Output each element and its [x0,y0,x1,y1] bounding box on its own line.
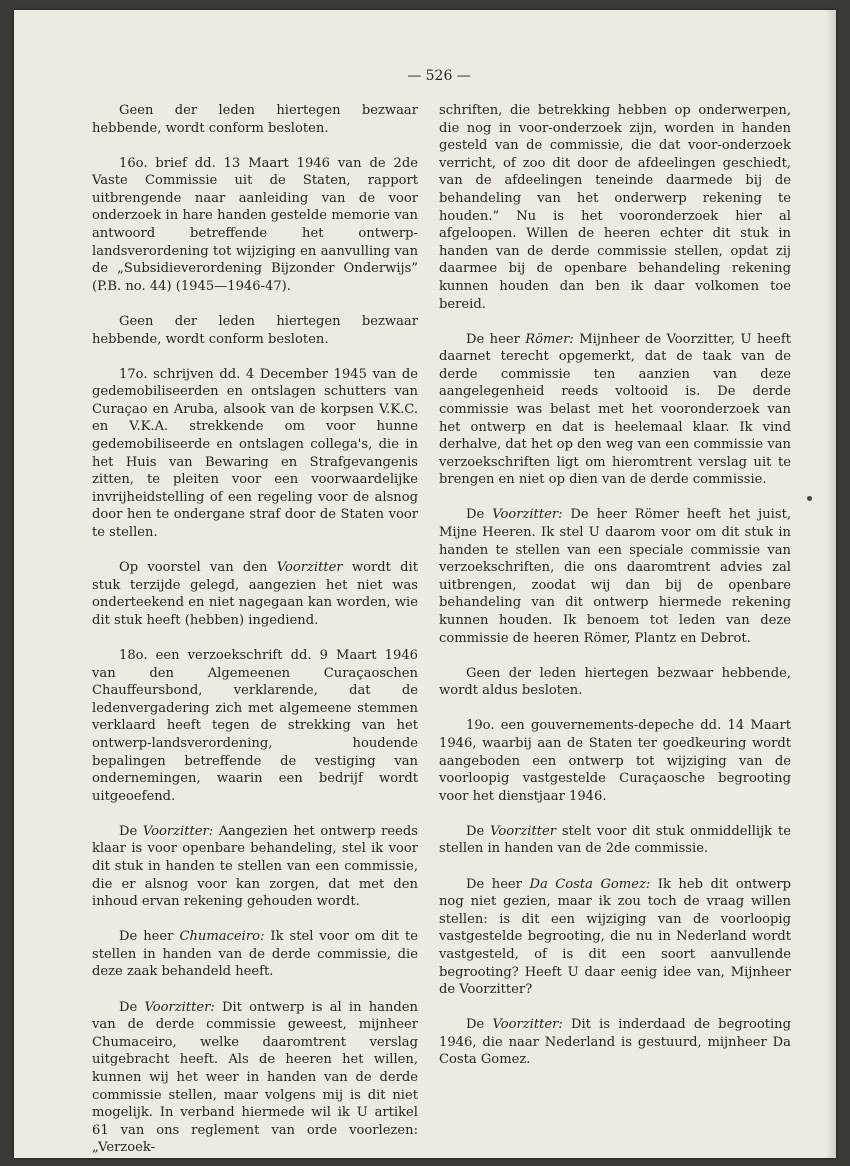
text: De heer [466,876,530,892]
speaker-name: Voorzitter: [492,507,563,523]
text: De heer [466,331,526,347]
text: De [466,823,491,839]
paragraph [439,876,791,999]
paragraph [439,1016,791,1069]
speaker-name: Voorzitter: [144,999,215,1015]
text: Ik heb dit ontwerp nog niet gezien, maar ik zou toch de vraag willen stellen: is dit een wijziging van de voorloopig vastgestelde begrooting, die nu in Nederland wordt vastgesteld, of is dit een soort aanvullende begrooting? Heeft U daar eenig idee van, Mijnheer de Voorzitter? [439,876,791,998]
ink-dot [807,496,812,501]
text: wordt dit stuk terzijde gelegd, aangezien het niet was onderteekend en niet nagegaan kan worden, wie dit stuk heeft (hebben) ingediend. [92,560,418,628]
agenda-item-18: 18o. een verzoekschrift dd. 9 Maart 1946 van den Algemeenen Curaçaoschen Chauffeursbond, verklarende, dat de ledenvergadering zich met algemeene stemmen verklaard heeft tegen de strekking van het ontwerp-landsverordening, houdende bepalingen betreffende de vestiging van ondernemingen, waarin een bedrijf wordt uitgeoefend. [92,647,418,804]
speaker-name: Voorzitter: [492,1017,563,1033]
speaker-name: Da Costa Gomez: [529,876,651,892]
paragraph [92,823,418,911]
paragraph [92,999,418,1157]
paragraph [439,331,791,489]
text: Dit is inderdaad de begrooting 1946, die naar Nederland is gestuurd, mijnheer Da Costa Gomez. [439,1017,791,1068]
paragraph [92,928,418,981]
speaker-name: Römer: [525,331,574,347]
agenda-item-16: 16o. brief dd. 13 Maart 1946 van de 2de Vaste Commissie uit de Staten, rapport uitbrengende naar aanleiding van de voor onderzoek in hare handen gestelde memorie van antwoord betreffende het ontwerp-landsverordening tot wijziging en aanvulling van de „Subsidieverordening Bijzonder Onderwijs” (P.B. no. 44) (1945—1946-47). [92,155,418,294]
speaker-name: Chumaceiro: [179,929,265,945]
text: De [119,823,143,839]
text: Op voorstel van den [119,560,277,576]
page-number: — 526 — [407,68,471,84]
paragraph [439,823,791,858]
paragraph: Geen der leden hiertegen bezwaar hebbende, wordt conform besloten. [92,313,418,347]
right-column [439,102,791,1087]
document-page [14,10,836,1158]
paragraph [92,559,418,629]
text: Mijnheer de Voorzitter, U heeft daarnet terecht opgemerkt, dat de taak van de derde commissie ten aanzien van deze aangelegenheid reeds voltooid is. De derde commissie was belast met het vooronderzoek van het ontwerp en dat is heelemaal klaar. Ik vind derhalve, dat het op den weg van een commissie van verzoekschriften ligt om hieromtrent verslag uit te brengen en niet op dien van de derde commissie. [439,331,791,488]
speaker-name: Voorzitter: [142,823,214,839]
left-column [92,102,418,1158]
agenda-item-17: 17o. schrijven dd. 4 December 1945 van de gedemobiliseerden en ontslagen schutters van Curaçao en Aruba, alsook van de korpsen V.K.C. en V.K.A. strekkende om voor hunne gedemobiliseerde en ontslagen collega's, die in het Huis van Bewaring en Strafgevangenis zitten, te pleiten voor een voorwaardelijke invrijheidstelling of een regeling voor de alsnog door hen te ondergane straf door de Staten voor te stellen. [92,366,418,540]
speaker-name: Voorzitter [490,823,557,839]
paragraph [439,506,791,647]
text: De [466,507,493,523]
text: stelt voor dit stuk onmiddellijk te stellen in handen van de 2de commissie. [439,823,791,857]
text: Aangezien het ontwerp reeds klaar is voor openbare behandeling, stel ik voor dit stuk in handen te stellen van een commissie, die er alsnog voor kan zorgen, dat met den inhoud ervan rekening gehouden wordt. [92,823,418,910]
text: Dit ontwerp is al in handen van de derde commissie geweest, mijnheer Chumaceiro, welke daaromtrent verslag uitgebracht heeft. Als de heeren het willen, kunnen wij het weer in handen van de derde commissie stellen, maar volgens mij is dit niet mogelijk. In verband hiermede wil ik U artikel 61 van ons reglement van orde voorlezen: „Verzoek- [92,999,418,1156]
text: De heer [119,929,180,945]
speaker-name: Voorzitter [276,560,343,576]
text: De [119,999,145,1015]
paragraph: Geen der leden hiertegen bezwaar hebbende, wordt conform besloten. [92,103,418,136]
text: De [466,1017,493,1033]
paragraph: schriften, die betrekking hebben op onderwerpen, die nog in voor-onderzoek zijn, worden in handen gesteld van de commissie, die dat voor-onderzoek verricht, of zoo dit door de afdeelingen geschiedt, van de afdeelingen teneinde daarmede bij de behandeling van het onderwerp rekening te houden.” Nu is het vooronderzoek hier al afgeloopen. Willen de heeren echter dit stuk in handen van de derde commissie stellen, opdat zij daarmee bij de openbare behandeling rekening kunnen houden dan ben ik daar volkomen toe bereid. [439,103,791,312]
agenda-item-19: 19o. een gouvernements-depeche dd. 14 Maart 1946, waarbij aan de Staten ter goedkeuring wordt aangeboden een ontwerp tot wijziging van de voorloopig vastgestelde Curaçaosche begrooting voor het dienstjaar 1946. [439,718,791,804]
paragraph: Geen der leden hiertegen bezwaar hebbende, wordt aldus besloten. [439,665,791,699]
page-edge-shadow [826,10,836,1158]
text: De heer Römer heeft het juist, Mijne Heeren. Ik stel U daarom voor om dit stuk in handen te stellen van een speciale commissie van verzoekschriften, die ons daaromtrent advies zal uitbrengen, zoodat wij dan bij de openbare behandeling van dit ontwerp hiermede rekening kunnen houden. Ik benoem tot leden van deze commissie de heeren Römer, Plantz en Debrot. [439,507,791,646]
text: Ik stel voor om dit te stellen in handen van de derde commissie, die deze zaak behandeld heeft. [92,929,419,980]
